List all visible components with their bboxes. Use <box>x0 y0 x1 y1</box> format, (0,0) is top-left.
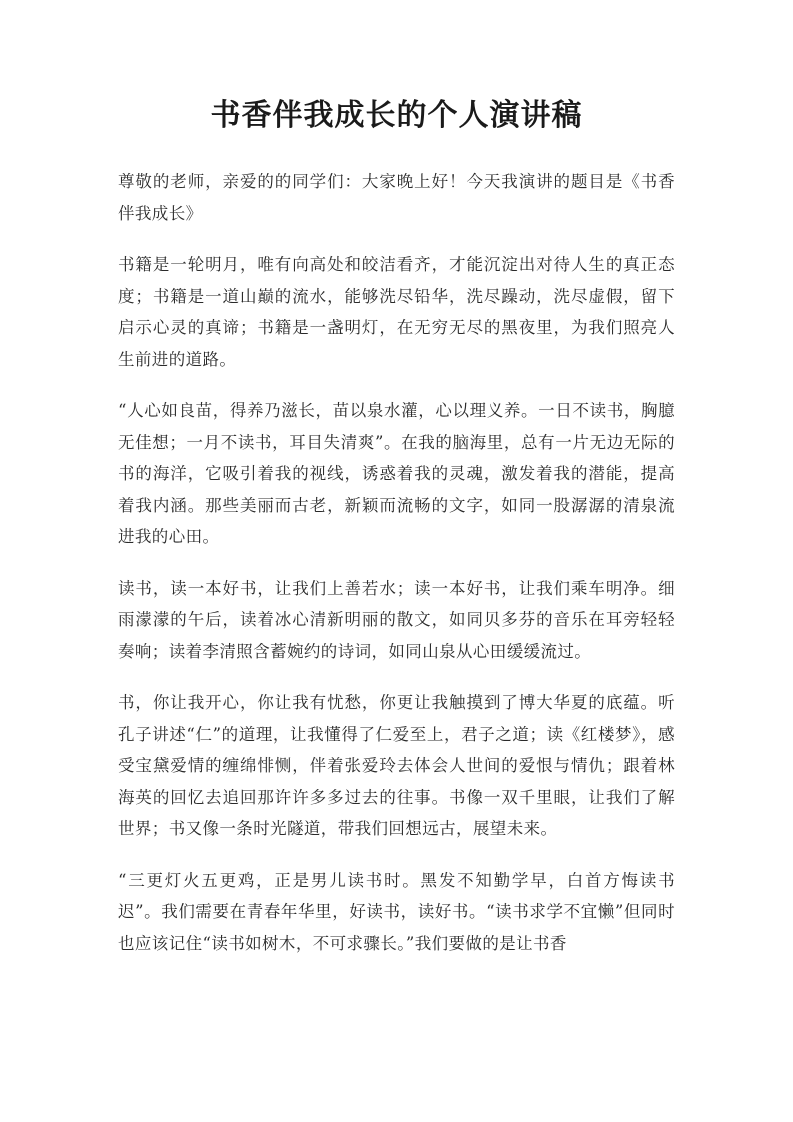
document-title: 书香伴我成长的个人演讲稿 <box>210 98 583 133</box>
paragraph-books-culture: 书，你让我开心，你让我有忧愁，你更让我触摸到了博大华夏的底蕴。听孔子讲述“仁”的道理，让我懂得了仁爱至上，君子之道；读《红楼梦》，感受宝黛爱情的缠绵悱恻，伴着张爱玲去体会人世间的爱恨与情仇；跟着林海英的回忆去追回那许许多多过去的往事。书像一双千里眼，让我们了解世界；书又像一条时光隧道，带我们回想远古，展望未来。 <box>118 693 675 838</box>
paragraph-quote-heart: “人心如良苗，得养乃滋长，苗以泉水灌，心以理义养。一日不读书，胸臆无佳想；一月不读书，耳目失清爽”。在我的脑海里，总有一片无边无际的书的海洋，它吸引着我的视线，诱惑着我的灵魂，激发着我的潜能，提高着我内涵。那些美丽而古老，新颖而流畅的文字，如同一股潺潺的清泉流进我的心田。 <box>118 401 675 546</box>
paragraph-study-youth: “三更灯火五更鸡，正是男儿读书时。黑发不知勤学早，白首方悔读书迟”。我们需要在青春年华里，好读书，读好书。“读书求学不宜懒”但同时也应该记住“读书如树木，不可求骤长。”我们要做的是让书香 <box>118 870 675 953</box>
paragraph-books-metaphor: 书籍是一轮明月，唯有向高处和皎洁看齐，才能沉淀出对待人生的真正态度；书籍是一道山巅的流水，能够洗尽铅华，洗尽躁动，洗尽虚假，留下启示心灵的真谛；书籍是一盏明灯，在无穷无尽的黑夜里，为我们照亮人生前进的道路。 <box>118 255 675 369</box>
document-body <box>118 166 675 959</box>
paragraph-reading-good-books: 读书，读一本好书，让我们上善若水；读一本好书，让我们乘车明净。细雨濛濛的午后，读着冰心清新明丽的散文，如同贝多芬的音乐在耳旁轻轻奏响；读着李清照含蓄婉约的诗词，如同山泉从心田缓缓流过。 <box>118 578 675 661</box>
paragraph-greeting: 尊敬的老师，亲爱的的同学们：大家晚上好！今天我演讲的题目是《书香伴我成长》 <box>118 172 675 223</box>
